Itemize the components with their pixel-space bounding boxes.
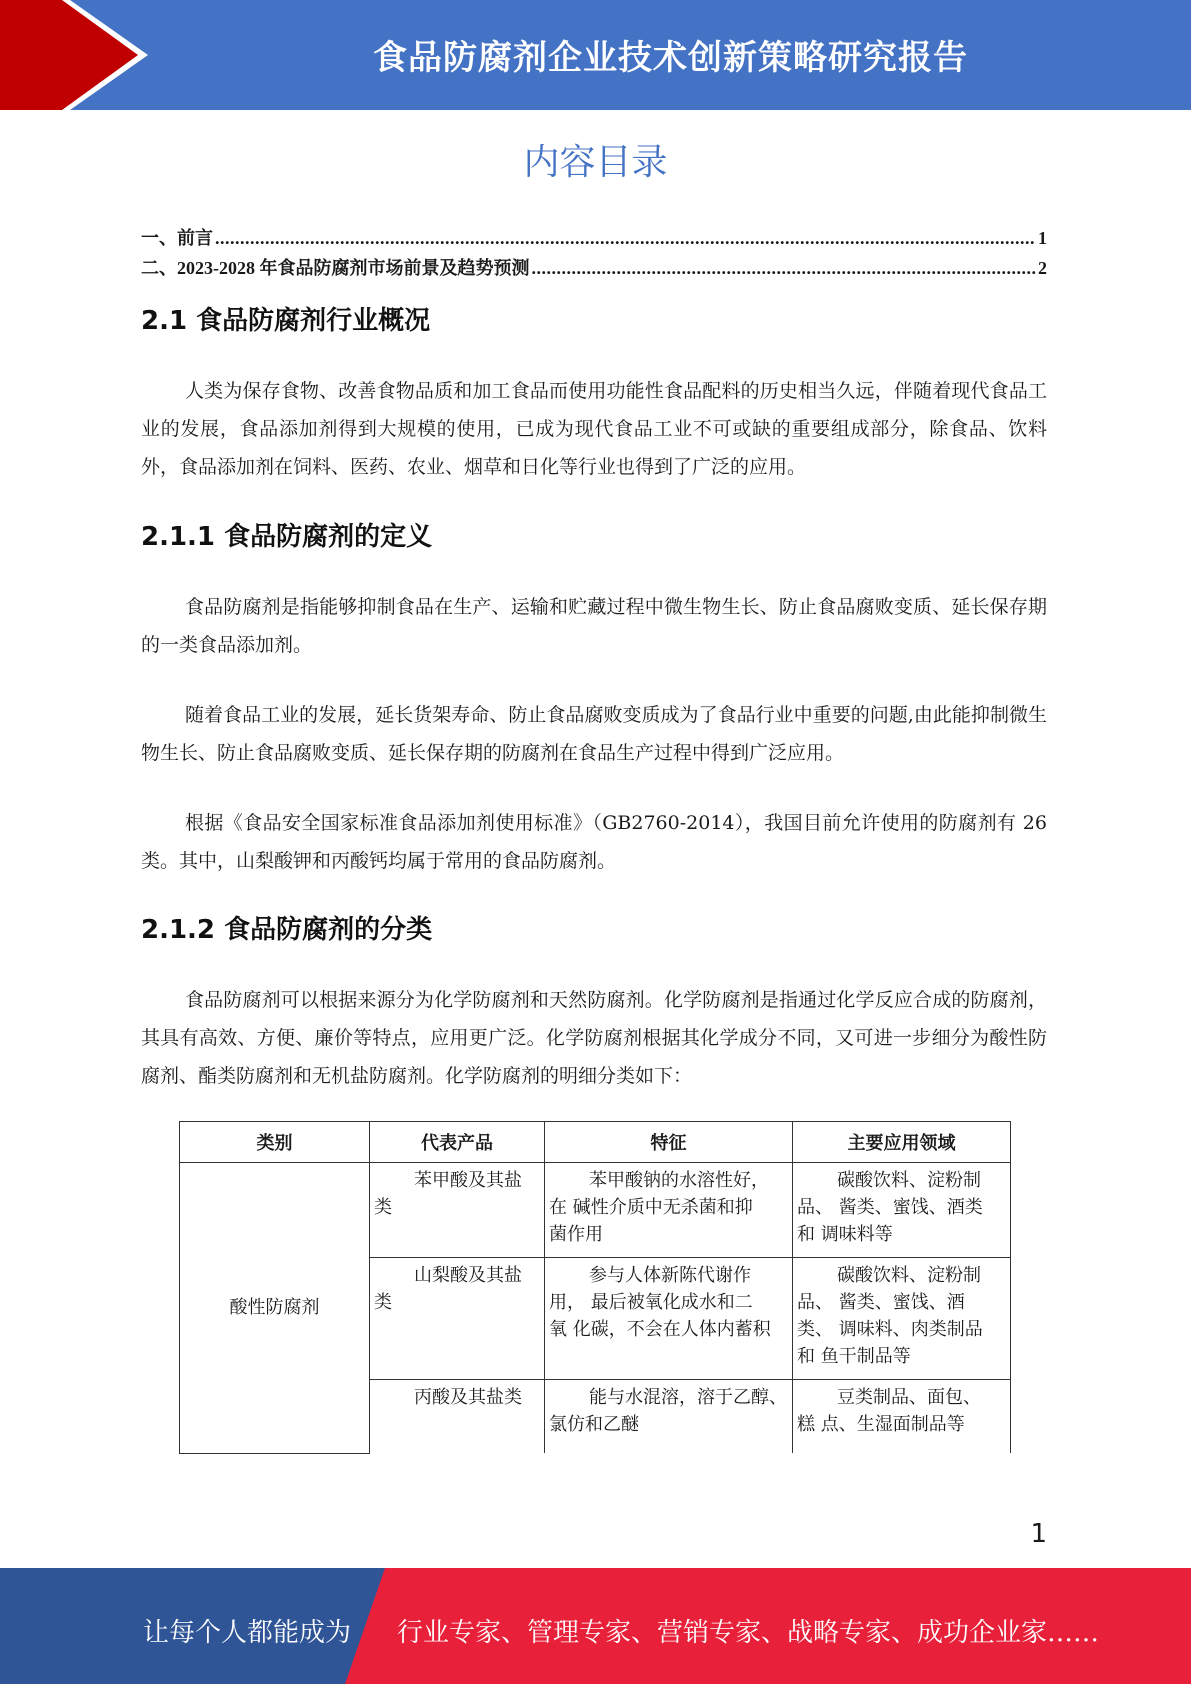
- feature-text: 氧 化碳，不会在人体内蓄积: [549, 1319, 771, 1340]
- report-header-band: [0, 0, 1191, 110]
- paragraph: 随着食品工业的发展，延长货架寿命、防止食品腐败变质成为了食品行业中重要的问题,由此能抑制微生物生长、防止食品腐败变质、延长保存期的防腐剂在食品生产过程中得到广泛应用。: [141, 704, 1047, 764]
- column-header: 类别: [180, 1122, 370, 1163]
- category-label: 酸性防腐剂: [229, 1297, 320, 1319]
- toc-entry-page: 2: [1038, 258, 1047, 278]
- table-header-row: [180, 1122, 1011, 1163]
- feature-text: 能与水混溶，溶于乙醇、: [589, 1387, 787, 1408]
- toc-entry-label: 二、2023-2028 年食品防腐剂市场前景及趋势预测: [141, 258, 530, 278]
- product-text: 类: [374, 1292, 392, 1313]
- feature-cell: [545, 1380, 793, 1454]
- product-text: 类: [374, 1197, 392, 1218]
- paragraph: 食品防腐剂是指能够抑制食品在生产、运输和贮藏过程中微生物生长、防止食品腐败变质、延长保存期的一类食品添加剂。: [141, 596, 1047, 656]
- application-text: 糕 点、生湿面制品等: [797, 1414, 965, 1435]
- footer-slogan-left: 让每个人都能成为: [143, 1618, 352, 1648]
- category-cell: [180, 1163, 370, 1454]
- feature-text: 菌作用: [549, 1224, 603, 1245]
- application-text: 豆类制品、面包、: [837, 1387, 981, 1408]
- feature-text: 参与人体新陈代谢作: [589, 1265, 751, 1286]
- paragraph: 根据《食品安全国家标准食品添加剂使用标准》（GB2760-2014），我国目前允许使用的防腐剂有 26 类。其中，山梨酸钾和丙酸钙均属于常用的食品防腐剂。: [141, 812, 1047, 872]
- application-text: 类、 调味料、肉类制品: [797, 1319, 983, 1340]
- paragraph: 食品防腐剂可以根据来源分为化学防腐剂和天然防腐剂。化学防腐剂是指通过化学反应合成的防腐剂，其具有高效、方便、廉价等特点，应用更广泛。化学防腐剂根据其化学成分不同，又可进一步细分为酸性防腐剂、酯类防腐剂和无机盐防腐剂。化学防腐剂的明细分类如下：: [141, 989, 1047, 1087]
- section-heading-2-1: 2.1 食品防腐剂行业概况: [141, 306, 431, 336]
- application-cell: [793, 1163, 1011, 1258]
- toc-entry[interactable]: [141, 254, 1047, 284]
- toc-leader-dots: [532, 258, 1037, 279]
- toc-leader-dots: [215, 228, 1036, 249]
- toc-entry[interactable]: [141, 224, 1047, 254]
- footer-slogan-right: 行业专家、管理专家、营销专家、战略专家、成功企业家……: [397, 1618, 1100, 1648]
- report-title: 食品防腐剂企业技术创新策略研究报告: [373, 38, 968, 78]
- application-text: 和 鱼干制品等: [797, 1346, 911, 1367]
- section-heading-2-1-2: 2.1.2 食品防腐剂的分类: [141, 915, 433, 945]
- column-header: 主要应用领域: [793, 1122, 1011, 1163]
- application-text: 品、 酱类、蜜饯、酒: [797, 1292, 965, 1313]
- toc-entry-label: 一、前言: [141, 228, 213, 248]
- column-header: 代表产品: [370, 1122, 545, 1163]
- application-text: 碳酸饮料、淀粉制: [837, 1265, 981, 1286]
- page-number: 1: [1030, 1519, 1047, 1549]
- header-arrow-decoration: [0, 0, 160, 110]
- feature-cell: [545, 1258, 793, 1380]
- toc-title: 内容目录: [523, 142, 668, 183]
- section-heading-2-1-1: 2.1.1 食品防腐剂的定义: [141, 522, 433, 552]
- paragraph: 人类为保存食物、改善食物品质和加工食品而使用功能性食品配料的历史相当久远，伴随着现代食品工业的发展，食品添加剂得到大规模的使用，已成为现代食品工业不可或缺的重要组成部分，除食品、饮料外，食品添加剂在饲料、医药、农业、烟草和日化等行业也得到了广泛的应用。: [141, 380, 1047, 478]
- feature-text: 氯仿和乙醚: [549, 1414, 639, 1435]
- product-text: 山梨酸及其盐: [414, 1265, 522, 1286]
- feature-cell: [545, 1163, 793, 1258]
- application-cell: [793, 1258, 1011, 1380]
- table-row: [180, 1163, 1011, 1258]
- table-of-contents: [141, 224, 1047, 284]
- product-cell: [370, 1258, 545, 1380]
- product-cell: [370, 1380, 545, 1454]
- footer-band: [0, 1568, 1191, 1684]
- application-cell: [793, 1380, 1011, 1454]
- feature-text: 在 碱性介质中无杀菌和抑: [549, 1197, 753, 1218]
- product-cell: [370, 1163, 545, 1258]
- application-text: 品、 酱类、蜜饯、酒类: [797, 1197, 983, 1218]
- preservative-classification-table: [179, 1121, 1011, 1454]
- column-header: 特征: [545, 1122, 793, 1163]
- application-text: 碳酸饮料、淀粉制: [837, 1170, 981, 1191]
- feature-text: 苯甲酸钠的水溶性好，: [589, 1170, 769, 1191]
- application-text: 和 调味料等: [797, 1224, 893, 1245]
- toc-entry-page: 1: [1038, 228, 1047, 248]
- product-text: 丙酸及其盐类: [414, 1387, 522, 1408]
- product-text: 苯甲酸及其盐: [414, 1170, 522, 1191]
- feature-text: 用， 最后被氧化成水和二: [549, 1292, 753, 1313]
